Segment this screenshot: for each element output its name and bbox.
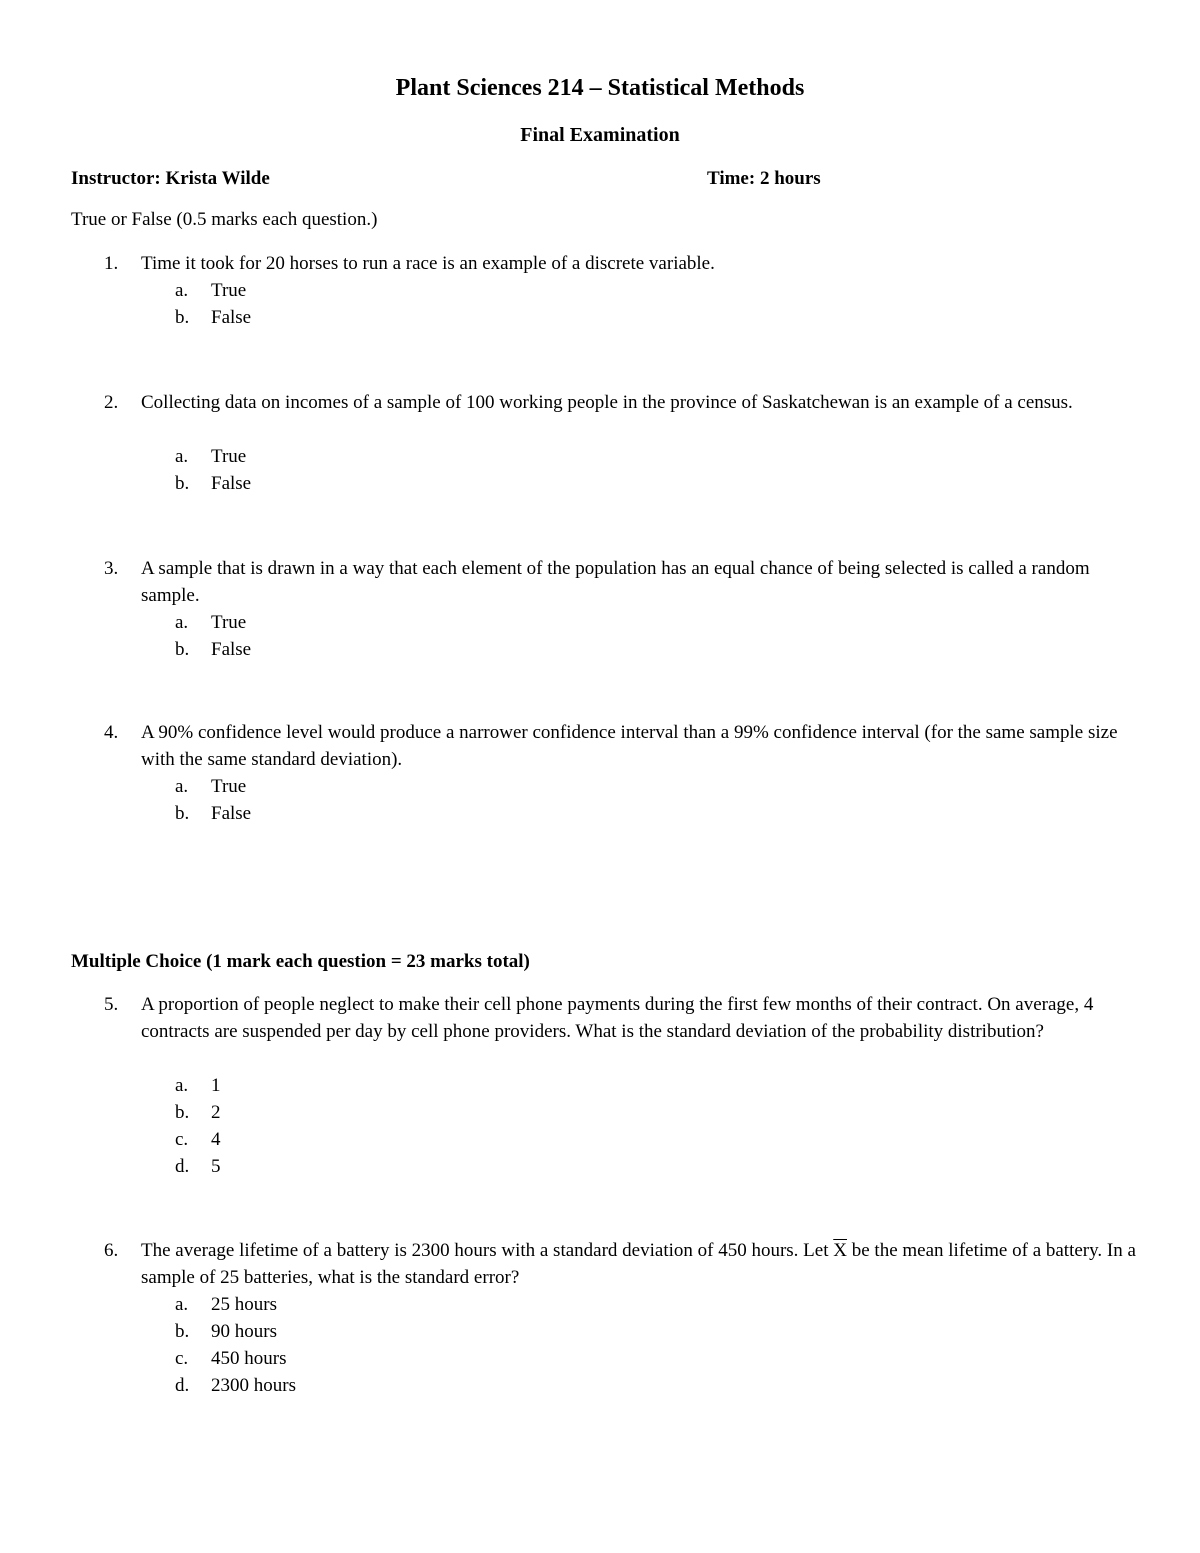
option-text: True [211, 612, 247, 633]
question-text: A proportion of people neglect to make their cell phone payments during the first few months of their contract. On average, 4 contracts are suspended per day by cell phone providers. What is the standard deviation of the probability distribution? [141, 994, 1094, 1042]
page-subtitle: Final Examination [520, 124, 680, 146]
question-number: 5. [104, 994, 119, 1015]
question-number: 1. [104, 253, 119, 274]
multiple-choice-heading: Multiple Choice (1 mark each question = 23 marks total) [71, 951, 530, 972]
question-text: Collecting data on incomes of a sample of 100 working people in the province of Saskatchewan is an example of a census. [141, 392, 1073, 413]
option-letter: a. [175, 446, 189, 467]
instructor-label: Instructor: Krista Wilde [71, 168, 270, 189]
option-text: 2 [211, 1102, 221, 1123]
option-a[interactable] [0, 609, 1200, 636]
option-letter: b. [175, 1102, 190, 1123]
question-text: A sample that is drawn in a way that each element of the population has an equal chance of being selected is called a random sample. [141, 558, 1090, 606]
option-letter: c. [175, 1129, 189, 1150]
option-b[interactable] [0, 1318, 1200, 1345]
option-text: True [211, 446, 247, 467]
option-d[interactable] [0, 1153, 1200, 1180]
option-a[interactable] [0, 773, 1200, 800]
option-letter: b. [175, 307, 190, 328]
question-text [141, 1237, 1136, 1291]
option-letter: a. [175, 280, 189, 301]
question-number: 2. [104, 392, 119, 413]
option-a[interactable] [0, 443, 1200, 470]
option-letter: b. [175, 1321, 190, 1342]
option-text: False [211, 307, 252, 328]
option-text: True [211, 776, 247, 797]
question-text-before: The average lifetime of a battery is 2300 hours with a standard deviation of 450 hours. Let [141, 1240, 834, 1261]
option-b[interactable] [0, 304, 1200, 331]
option-text: 450 hours [211, 1348, 287, 1369]
true-false-heading: True or False (0.5 marks each question.) [71, 209, 378, 230]
option-letter: a. [175, 1075, 189, 1096]
option-d[interactable] [0, 1372, 1200, 1399]
option-letter: d. [175, 1375, 190, 1396]
option-c[interactable] [0, 1345, 1200, 1372]
option-text: 25 hours [211, 1294, 277, 1315]
option-text: True [211, 280, 247, 301]
option-text: False [211, 639, 252, 660]
option-b[interactable] [0, 636, 1200, 663]
option-letter: b. [175, 473, 190, 494]
option-text: 5 [211, 1156, 221, 1177]
option-letter: b. [175, 803, 190, 824]
option-text: False [211, 803, 252, 824]
question-text: A 90% confidence level would produce a narrower confidence interval than a 99% confidence interval (for the same sample size with the same standard deviation). [141, 722, 1118, 770]
option-b[interactable] [0, 1099, 1200, 1126]
option-letter: a. [175, 612, 189, 633]
option-letter: c. [175, 1348, 189, 1369]
time-label: Time: 2 hours [707, 168, 821, 189]
option-letter: a. [175, 1294, 189, 1315]
question-text-after: be the mean lifetime of a battery. In a sample of 25 batteries, what is the standard error? [141, 1240, 1136, 1288]
option-text: 4 [211, 1129, 221, 1150]
option-c[interactable] [0, 1126, 1200, 1153]
x-bar-symbol: $\overline{X}$ [833, 1240, 847, 1261]
question-number: 6. [104, 1240, 119, 1261]
option-b[interactable] [0, 470, 1200, 497]
option-text: False [211, 473, 252, 494]
option-letter: b. [175, 639, 190, 660]
option-a[interactable] [0, 277, 1200, 304]
option-a[interactable] [0, 1291, 1200, 1318]
option-text: 1 [211, 1075, 221, 1096]
page-title: Plant Sciences 214 – Statistical Methods [395, 75, 805, 101]
option-letter: d. [175, 1156, 190, 1177]
question-number: 4. [104, 722, 119, 743]
option-a[interactable] [0, 1072, 1200, 1099]
option-text: 90 hours [211, 1321, 277, 1342]
question-number: 3. [104, 558, 119, 579]
option-text: 2300 hours [211, 1375, 296, 1396]
option-letter: a. [175, 776, 189, 797]
question-text: Time it took for 20 horses to run a race is an example of a discrete variable. [141, 253, 715, 274]
option-b[interactable] [0, 800, 1200, 827]
